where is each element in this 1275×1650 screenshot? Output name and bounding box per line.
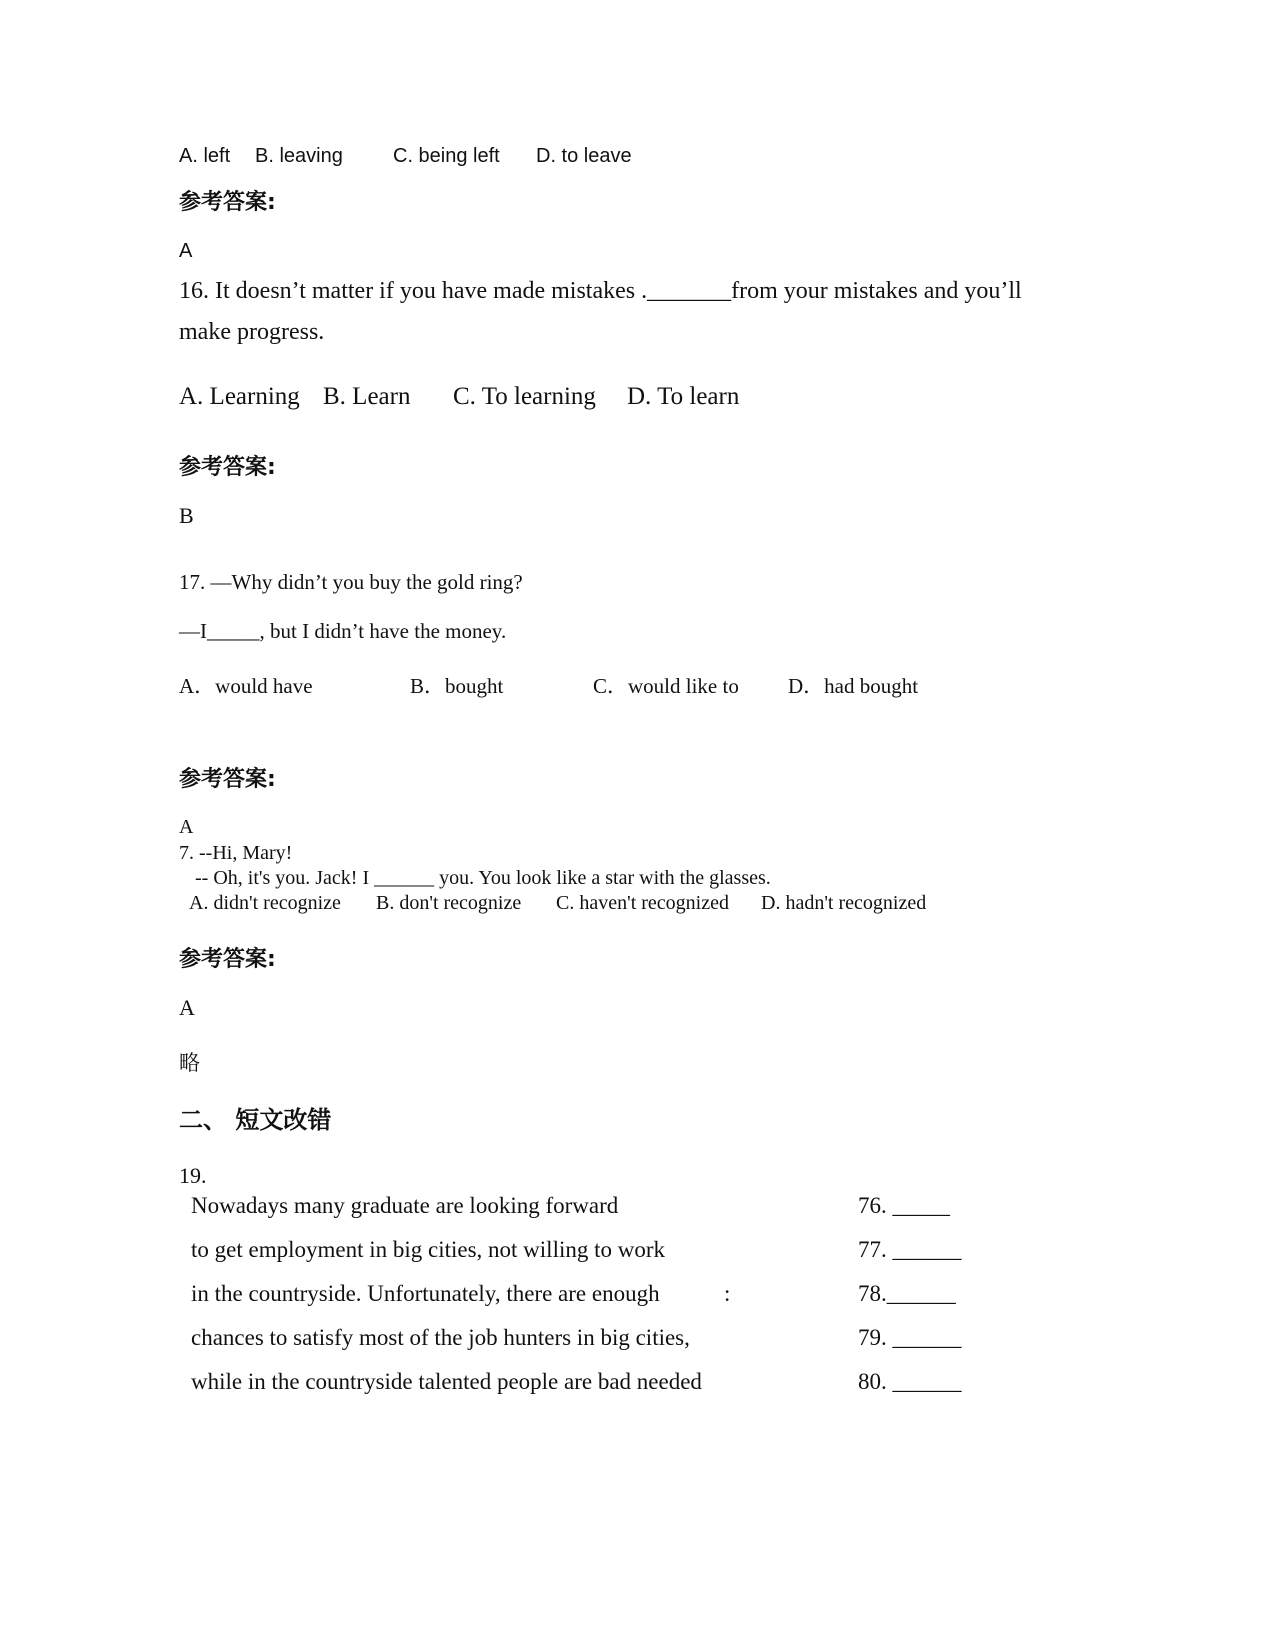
- q18-option-c: C. haven't recognized: [556, 892, 729, 914]
- q15-option-b: B. leaving: [255, 145, 343, 167]
- q18-line1: 7. --Hi, Mary!: [179, 842, 293, 864]
- q18-answer: A: [179, 995, 195, 1020]
- q18-line2: -- Oh, it's you. Jack! I ______ you. You look like a star with the glasses.: [195, 867, 771, 889]
- answer-blank: 76. _____: [858, 1193, 950, 1218]
- q16-stem-line2: make progress.: [179, 319, 325, 345]
- q17-option-a: A．would have: [179, 674, 313, 698]
- q16-option-a: A. Learning: [179, 383, 300, 410]
- passage-line-text: chances to satisfy most of the job hunters in big cities,: [191, 1325, 690, 1350]
- q16-stem-line1: 16. It doesn’t matter if you have made mistakes ._______from your mistakes and you’ll: [179, 278, 1022, 304]
- q18-answer-label: 参考答案:: [179, 947, 276, 972]
- q17-answer: A: [179, 816, 194, 838]
- q15-option-a: A. left: [179, 145, 231, 167]
- q17-line1: 17. —Why didn’t you buy the gold ring?: [179, 570, 523, 594]
- q15-option-d: D. to leave: [536, 145, 632, 167]
- q16-option-b: B. Learn: [323, 383, 411, 410]
- q16-option-c: C. To learning: [453, 383, 596, 410]
- q18-option-d: D. hadn't recognized: [761, 892, 927, 914]
- q17-line2: —I_____, but I didn’t have the money.: [179, 619, 507, 643]
- q18-note: 略: [179, 1052, 200, 1075]
- q16-option-d: D. To learn: [627, 383, 740, 410]
- answer-blank: 79. ______: [858, 1325, 962, 1350]
- answer-blank: 80. ______: [858, 1369, 962, 1394]
- q18-option-a: A. didn't recognize: [189, 892, 341, 914]
- q17-option-d: D．had bought: [788, 674, 919, 698]
- q15-answer-label: 参考答案:: [179, 190, 276, 215]
- answer-blank: 77. ______: [858, 1237, 962, 1262]
- q17-option-b: B．bought: [410, 674, 504, 698]
- stray-mark: :: [724, 1281, 731, 1306]
- q15-answer: A: [179, 240, 193, 262]
- passage-line-text: in the countryside. Unfortunately, there are enough: [191, 1281, 660, 1306]
- q18-option-b: B. don't recognize: [376, 892, 522, 914]
- q19-number: 19.: [179, 1163, 207, 1188]
- q17-option-c: C．would like to: [593, 674, 739, 698]
- q16-answer-label: 参考答案:: [179, 455, 276, 480]
- q17-answer-label: 参考答案:: [179, 767, 276, 792]
- answer-blank: 78.______: [858, 1281, 956, 1306]
- section-heading: 二、 短文改错: [179, 1106, 332, 1134]
- q16-answer: B: [179, 503, 194, 528]
- passage-line-text: to get employment in big cities, not willing to work: [191, 1237, 666, 1262]
- passage-line-text: while in the countryside talented people are bad needed: [191, 1369, 702, 1394]
- passage-line-text: Nowadays many graduate are looking forward: [191, 1193, 619, 1218]
- q15-option-c: C. being left: [393, 145, 500, 167]
